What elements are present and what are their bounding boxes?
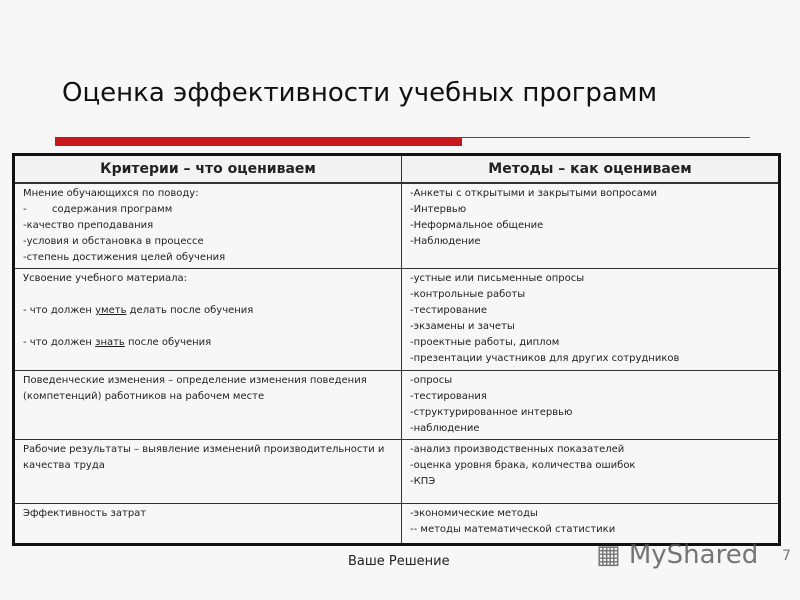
underlined-word: знать [95, 337, 125, 348]
cell-line: -Анкеты с открытыми и закрытыми вопросами [410, 188, 657, 199]
text: - что должен [23, 337, 96, 348]
header-methods: Методы – как оцениваем [402, 155, 780, 184]
cell-line: -степень достижения целей обучения [23, 252, 226, 263]
criteria-cell [14, 183, 402, 269]
title-accent-line [462, 137, 750, 138]
cell-line: -устные или письменные опросы [410, 273, 585, 284]
cell-line: -контрольные работы [410, 289, 526, 300]
methods-cell [402, 440, 780, 504]
cell-line [23, 303, 393, 319]
criteria-cell [14, 440, 402, 504]
text: после обучения [124, 337, 212, 348]
cell-line: -тестирование [410, 305, 488, 316]
cell-line [23, 335, 393, 351]
methods-cell [402, 183, 780, 269]
cell-line: Поведенческие изменения – определение изменения поведения (компетенций) работников на рабочем месте [23, 375, 367, 402]
title-accent-bar [55, 137, 462, 146]
methods-cell [402, 269, 780, 371]
criteria-cell [14, 371, 402, 440]
cell-line: -КПЭ [410, 476, 436, 487]
page-number: 7 [782, 548, 791, 564]
watermark-text: MyShared [628, 540, 759, 570]
presentation-icon: ▦ [596, 540, 621, 570]
evaluation-table [12, 153, 781, 546]
cell-line: -Наблюдение [410, 236, 481, 247]
methods-cell [402, 504, 780, 545]
cell-line: Эффективность затрат [23, 508, 147, 519]
cell-line: -оценка уровня брака, количества ошибок [410, 460, 636, 471]
cell-line: -качество преподавания [23, 220, 154, 231]
cell-line: -наблюдение [410, 423, 480, 434]
text: делать после обучения [126, 305, 254, 316]
methods-cell [402, 371, 780, 440]
cell-line: -экономические методы [410, 508, 538, 519]
table-header-row [14, 155, 780, 184]
cell-line: -проектные работы, диплом [410, 337, 560, 348]
cell-line: -- методы математической статистики [410, 524, 616, 535]
text: - что должен [23, 305, 96, 316]
cell-line: -тестирования [410, 391, 487, 402]
table-row [14, 269, 780, 371]
cell-line: Рабочие результаты – выявление изменений производительности и качества труда [23, 444, 385, 471]
cell-line: -экзамены и зачеты [410, 321, 515, 332]
header-criteria: Критерии – что оцениваем [14, 155, 402, 184]
cell-line: -презентации участников для других сотрудников [410, 353, 680, 364]
criteria-cell [14, 504, 402, 545]
cell-line: Усвоение учебного материала: [23, 273, 187, 284]
cell-line: -условия и обстановка в процессе [23, 236, 204, 247]
table-row [14, 440, 780, 504]
cell-line: - содержания программ [23, 204, 173, 215]
cell-line: -анализ производственных показателей [410, 444, 625, 455]
underlined-word: уметь [95, 305, 127, 316]
footer-text: Ваше Решение [348, 554, 450, 569]
cell-line: -Неформальное общение [410, 220, 544, 231]
cell-line: Мнение обучающихся по поводу: [23, 188, 199, 199]
table-row [14, 504, 780, 545]
criteria-cell [14, 269, 402, 371]
table-row [14, 183, 780, 269]
cell-line: -опросы [410, 375, 453, 386]
table-row [14, 371, 780, 440]
watermark-logo [596, 540, 758, 570]
cell-line: -Интервью [410, 204, 467, 215]
cell-line: -структурированное интервью [410, 407, 573, 418]
page-title: Оценка эффективности учебных программ [62, 78, 658, 108]
